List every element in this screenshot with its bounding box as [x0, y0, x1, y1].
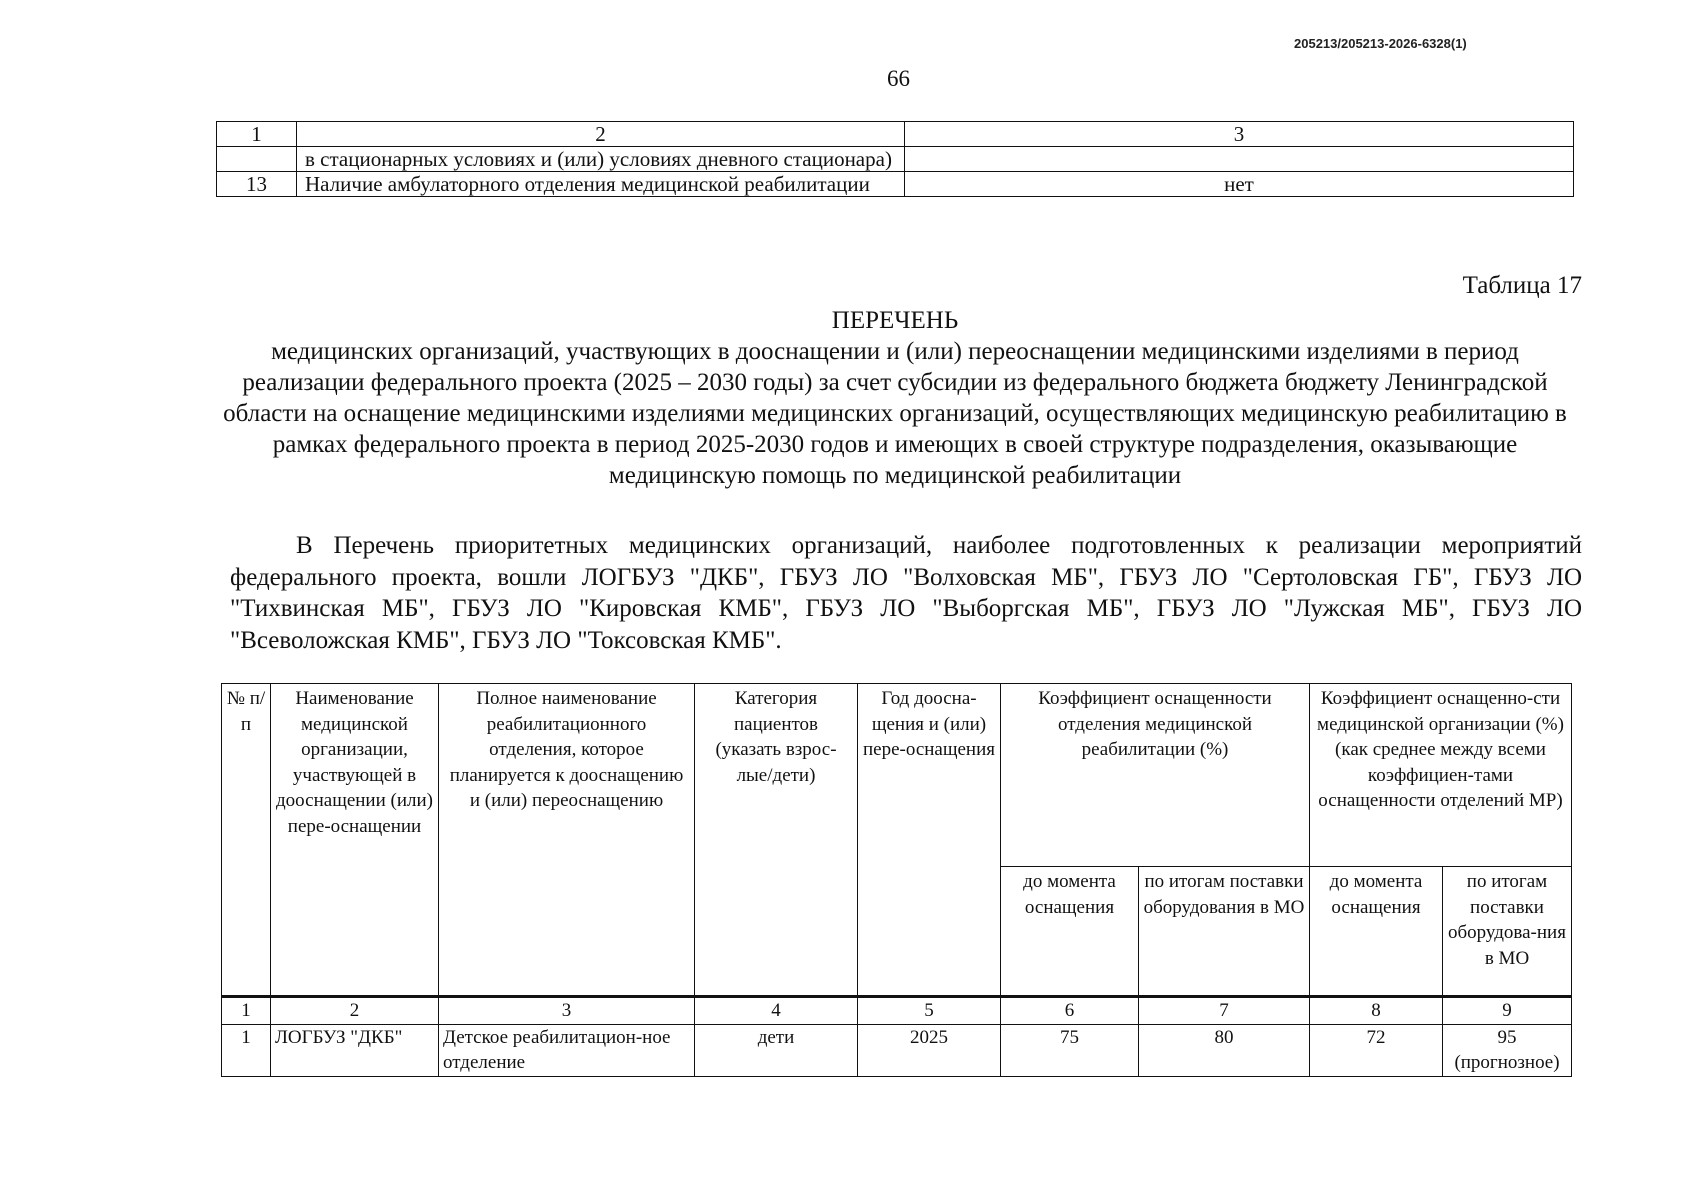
row-coef-after-org: 95 (прогнозное) — [1443, 1024, 1572, 1076]
table-header-row — [217, 122, 1574, 147]
row-value: нет — [905, 172, 1574, 197]
row-number — [217, 147, 297, 172]
table-row — [222, 1024, 1572, 1076]
table-row — [217, 147, 1574, 172]
header-before-dept: до момента оснащения — [1001, 867, 1139, 997]
header-year: Год доосна-щения и (или) пере-оснащения — [858, 684, 1001, 997]
title-heading: ПЕРЕЧЕНЬ — [831, 307, 959, 334]
header-cell: 2 — [297, 122, 905, 147]
column-number: 7 — [1139, 997, 1310, 1025]
row-coef-after-dept: 80 — [1139, 1024, 1310, 1076]
intro-paragraph: В Перечень приоритетных медицинских организаций, наиболее подготовленных к реализации мероприятий федерального проекта, вошли ЛОГБУЗ "ДКБ", ГБУЗ ЛО "Волховская МБ", ГБУЗ ЛО "Сертоловская ГБ", ГБУЗ ЛО "Тихвинская МБ", ГБУЗ ЛО "Кировская КМБ", ГБУЗ ЛО "Выборгская МБ", ГБУЗ ЛО "Лужская МБ", ГБУЗ ЛО "Всеволожская КМБ", ГБУЗ ЛО "Токсовская КМБ". — [230, 532, 1582, 654]
row-category: дети — [695, 1024, 858, 1076]
column-number: 4 — [695, 997, 858, 1025]
header-after-dept: по итогам поставки оборудования в МО — [1139, 867, 1310, 997]
header-coef-dept: Коэффициент оснащенности отделения медицинской реабилитации (%) — [1001, 684, 1310, 867]
header-org: Наименование медицинской организации, участвующей в дооснащении (или) пере-оснащении — [271, 684, 439, 997]
column-number: 9 — [1443, 997, 1572, 1025]
row-item: в стационарных условиях и (или) условиях дневного стационара) — [297, 147, 905, 172]
header-num: № п/п — [222, 684, 271, 997]
document-id: 205213/205213-2026-6328(1) — [1294, 36, 1467, 51]
header-coef-org: Коэффициент оснащенно-сти медицинской организации (%) (как среднее между всеми коэффициен-тами оснащенности отделений МР) — [1310, 684, 1572, 867]
row-value — [905, 147, 1574, 172]
header-cell: 1 — [217, 122, 297, 147]
title-body: медицинских организаций, участвующих в дооснащении и (или) переоснащении медицинскими изделиями в период реализации федерального проекта (2025 – 2030 годы) за счет субсидии из федерального бюджета бюджету Ленинградской области на оснащение медицинскими изделиями медицинских организаций, осуществляющих медицинскую реабилитацию в рамках федерального проекта в период 2025-2030 годов и имеющих в своей структуре подразделения, оказывающие медицинскую помощь по медицинской реабилитации — [223, 338, 1567, 489]
table-header-row — [222, 684, 1572, 867]
column-numbers-row — [222, 997, 1572, 1025]
header-category: Категория пациентов (указать взрос-лые/дети) — [695, 684, 858, 997]
header-cell: 3 — [905, 122, 1574, 147]
row-item: Наличие амбулаторного отделения медицинской реабилитации — [297, 172, 905, 197]
header-dept: Полное наименование реабилитационного отделения, которое планируется к дооснащению и (или) переоснащению — [439, 684, 695, 997]
page-number: 66 — [887, 66, 910, 91]
row-number: 1 — [222, 1024, 271, 1076]
column-number: 5 — [858, 997, 1001, 1025]
row-number: 13 — [217, 172, 297, 197]
row-coef-before-dept: 75 — [1001, 1024, 1139, 1076]
header-before-org: до момента оснащения — [1310, 867, 1443, 997]
column-number: 1 — [222, 997, 271, 1025]
header-after-org: по итогам поставки оборудова-ния в МО — [1443, 867, 1572, 997]
row-coef-before-org: 72 — [1310, 1024, 1443, 1076]
row-year: 2025 — [858, 1024, 1001, 1076]
table-label: Таблица 17 — [1462, 272, 1582, 299]
row-org: ЛОГБУЗ "ДКБ" — [271, 1024, 439, 1076]
column-number: 2 — [271, 997, 439, 1025]
column-number: 8 — [1310, 997, 1443, 1025]
continuation-table — [216, 121, 1574, 197]
table-row — [217, 172, 1574, 197]
row-dept: Детское реабилитацион-ное отделение — [439, 1024, 695, 1076]
column-number: 3 — [439, 997, 695, 1025]
column-number: 6 — [1001, 997, 1139, 1025]
organizations-table — [221, 683, 1572, 1077]
section-title — [216, 305, 1574, 491]
